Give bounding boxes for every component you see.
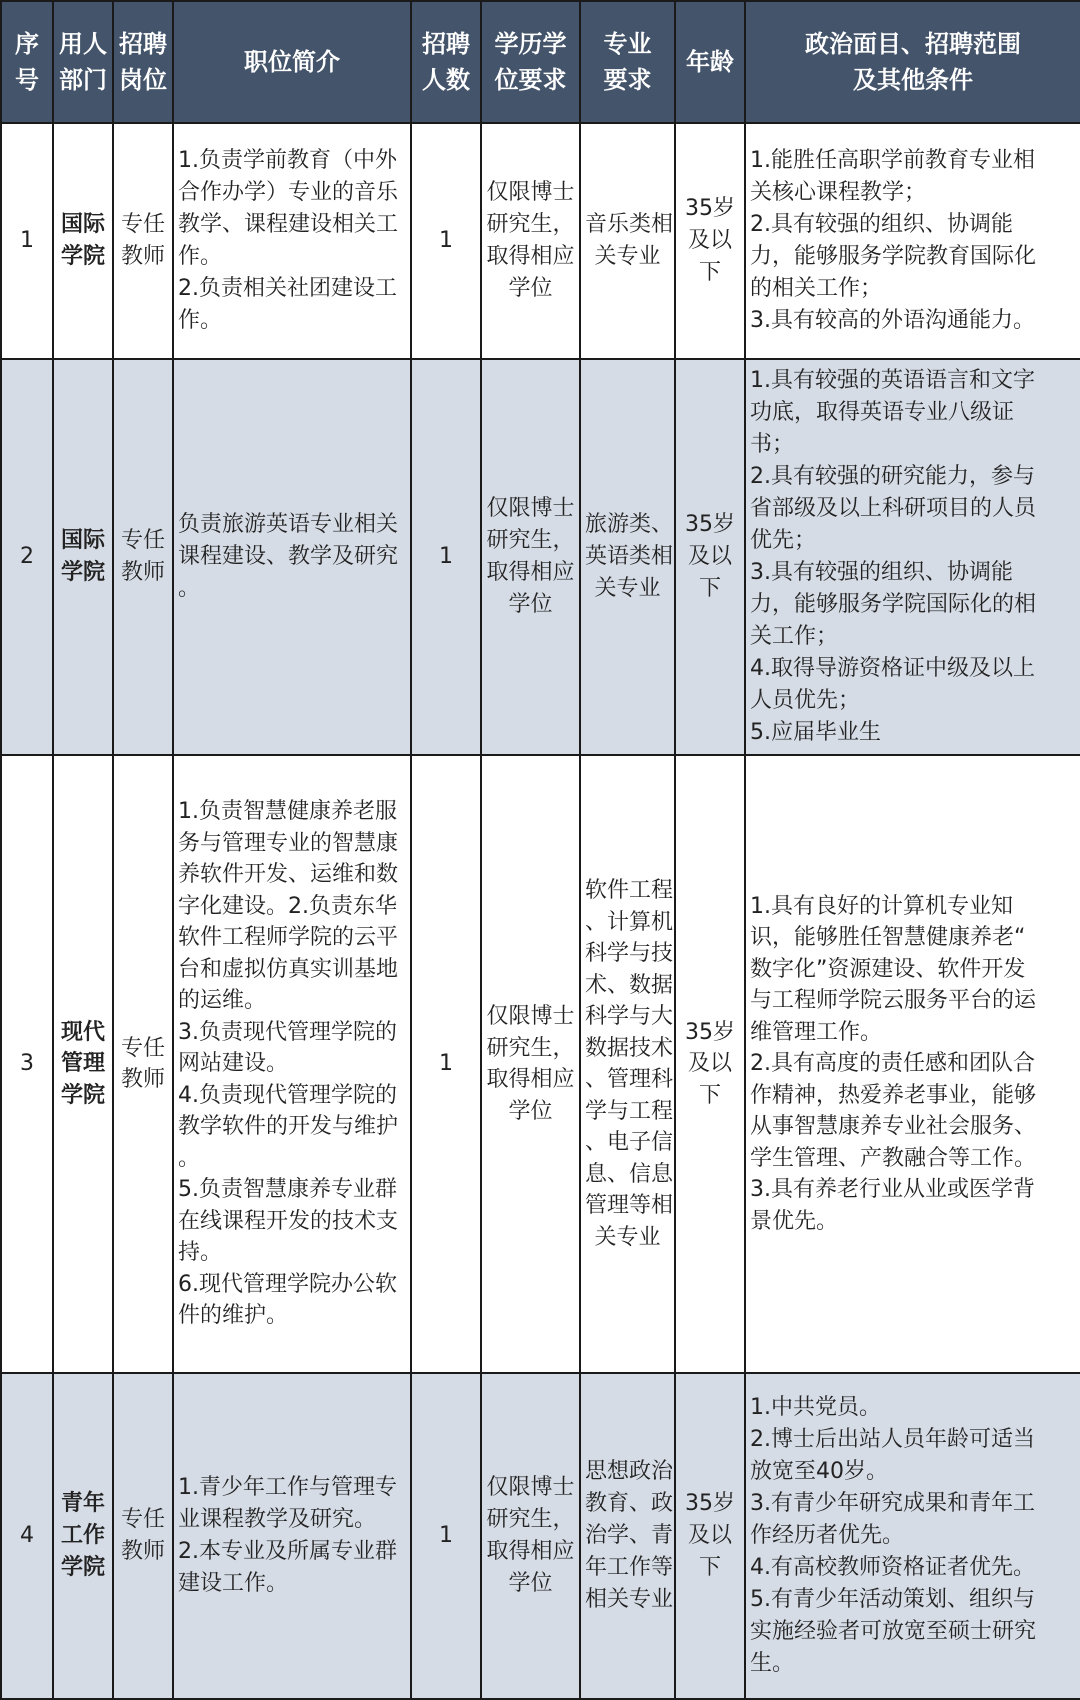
cell-line: 教学软件的开发与维护 [178, 1114, 399, 1140]
cell-line: 旅游类、 [585, 512, 674, 537]
cell-line: 科学与技 [585, 941, 674, 966]
cell-line: 网站建设。 [178, 1051, 289, 1077]
cell-line: 研究生， [486, 1507, 575, 1532]
cell-edu [481, 123, 580, 359]
cell-line: 专业 [603, 30, 652, 58]
cell-line: 力，能够服务学院国际化的相 [750, 592, 1037, 617]
cell-line: 术、数据 [585, 972, 674, 998]
cell-line: 下 [698, 1555, 721, 1580]
cell-line: 学院 [60, 1555, 105, 1580]
cell-line: 管理等相 [585, 1193, 674, 1218]
table-row [1, 123, 1080, 359]
cell-line: 教学、课程建设相关工 [178, 212, 399, 237]
cell-line: 建设工作。 [178, 1571, 289, 1596]
cell-count [411, 755, 481, 1373]
cell-line: 取得相应 [486, 1067, 575, 1092]
cell-line: 教师 [120, 1067, 165, 1092]
cell-line: 的相关工作； [750, 276, 883, 301]
cell-count [411, 1373, 481, 1699]
cell-line: 研究生， [486, 1035, 575, 1061]
cell-line: 关专业 [594, 1224, 661, 1250]
cell-intro [173, 755, 411, 1373]
cell-line: 3.具有较高的外语沟通能力。 [750, 308, 1035, 333]
cell-line: 2 [20, 544, 34, 569]
cell-dept [53, 123, 113, 359]
cell-line: 青年 [60, 1491, 105, 1516]
header-age [675, 1, 745, 123]
table-row [1, 755, 1080, 1373]
cell-line: 取得相应 [486, 1539, 575, 1564]
cell-line: 3.负责现代管理学院的 [178, 1019, 397, 1045]
cell-line: 3.具有较强的组织、协调能 [750, 560, 1013, 585]
cell-line: 国际 [60, 212, 105, 237]
cell-post [113, 359, 173, 755]
cell-line: 取得相应 [486, 244, 575, 269]
cell-line: 6.现代管理学院办公软 [178, 1271, 397, 1297]
cell-age [675, 1373, 745, 1699]
cell-line: 教育、政 [585, 1491, 674, 1516]
cell-line: 学位 [508, 1098, 553, 1124]
cell-line: 的运维。 [178, 988, 267, 1014]
cell-line: 下 [698, 1082, 721, 1108]
cell-no [1, 1373, 53, 1699]
cell-line: 政治面目、招聘范围 [805, 30, 1021, 58]
cell-line: 年工作等 [585, 1555, 674, 1580]
cell-line: 息、信息 [585, 1161, 674, 1187]
cell-line: 国际 [60, 528, 105, 553]
cell-count [411, 359, 481, 755]
cell-line: 35岁 [685, 1019, 735, 1045]
cell-line: 35岁 [685, 512, 735, 537]
cell-intro [173, 1373, 411, 1699]
header-other [745, 1, 1080, 123]
cell-line: 3.具有养老行业从业或医学背 [750, 1177, 1035, 1203]
cell-line: 负责旅游英语专业相关 [178, 512, 399, 537]
cell-line: 省部级及以上科研项目的人员 [750, 496, 1037, 521]
cell-line: 35岁 [685, 196, 735, 221]
cell-line: 养软件开发、运维和数 [178, 862, 399, 888]
cell-line: 关专业 [594, 576, 661, 601]
cell-line: 1.青少年工作与管理专 [178, 1475, 397, 1500]
cell-line: 作经历者优先。 [750, 1523, 905, 1548]
cell-line: 1 [439, 228, 453, 253]
cell-intro [173, 123, 411, 359]
cell-line: 专任 [120, 212, 165, 237]
cell-no [1, 359, 53, 755]
cell-line: 仅限博士 [486, 496, 575, 521]
cell-line: 、电子信 [585, 1130, 674, 1155]
cell-line: 1.负责智慧健康养老服 [178, 799, 397, 825]
cell-line: 2.具有较强的组织、协调能 [750, 212, 1013, 237]
cell-other [745, 755, 1080, 1373]
cell-line: 学位 [508, 276, 553, 301]
cell-line: 招聘 [119, 30, 167, 58]
cell-major [580, 123, 675, 359]
cell-line: 1 [439, 1051, 453, 1077]
cell-line: 年龄 [686, 48, 734, 76]
cell-line: 维管理工作。 [750, 1019, 883, 1045]
table-row [1, 359, 1080, 755]
cell-line: 、管理科 [585, 1067, 674, 1092]
cell-line: 工作 [60, 1523, 105, 1548]
cell-line: 思想政治 [585, 1459, 674, 1484]
cell-line: 及以 [687, 1523, 732, 1548]
cell-line: 教师 [120, 1539, 165, 1564]
cell-line: 招聘 [422, 30, 470, 58]
cell-line: 课程建设、教学及研究 [178, 544, 399, 569]
cell-line: 音乐类相 [585, 212, 674, 237]
cell-line: 2.本专业及所属专业群 [178, 1539, 397, 1564]
cell-line: 5.有青少年活动策划、组织与 [750, 1587, 1035, 1612]
cell-line: 专任 [120, 1035, 165, 1061]
cell-line: 教师 [120, 560, 165, 585]
cell-line: 作。 [178, 308, 223, 333]
cell-post [113, 755, 173, 1373]
cell-line: 下 [698, 576, 721, 601]
cell-line: 数字化”资源建设、软件开发 [750, 956, 1026, 982]
cell-line: 岗位 [119, 66, 167, 94]
cell-major [580, 359, 675, 755]
cell-line: 1.具有良好的计算机专业知 [750, 893, 1013, 919]
cell-line: 1.负责学前教育（中外 [178, 148, 397, 173]
header-row [1, 1, 1080, 123]
cell-age [675, 755, 745, 1373]
cell-line: 4.取得导游资格证中级及以上 [750, 656, 1035, 681]
cell-post [113, 123, 173, 359]
cell-line: 研究生， [486, 212, 575, 237]
header-major [580, 1, 675, 123]
cell-line: 部门 [59, 66, 107, 94]
cell-line: 要求 [603, 66, 652, 94]
cell-line: 学院 [60, 560, 105, 585]
cell-line: 学院 [60, 244, 105, 269]
cell-line: 优先； [750, 528, 817, 553]
header-count [411, 1, 481, 123]
cell-line: 实施经验者可放宽至硕士研究 [750, 1619, 1037, 1644]
cell-post [113, 1373, 173, 1699]
cell-line: 1 [20, 228, 34, 253]
header-dept [53, 1, 113, 123]
cell-line: 学生管理、产教融合等工作。 [750, 1145, 1037, 1171]
cell-line: 关核心课程教学； [750, 180, 927, 205]
cell-dept [53, 1373, 113, 1699]
cell-dept [53, 755, 113, 1373]
cell-line: 专任 [120, 1507, 165, 1532]
cell-no [1, 755, 53, 1373]
cell-line: 。 [178, 1145, 201, 1171]
cell-line: 学院 [60, 1082, 105, 1108]
cell-line: 相关专业 [585, 1587, 674, 1612]
cell-line: 4 [20, 1523, 34, 1548]
header-intro [173, 1, 411, 123]
cell-line: 1.具有较强的英语语言和文字 [750, 368, 1035, 393]
cell-line: 取得相应 [486, 560, 575, 585]
cell-line: 合作办学）专业的音乐 [178, 180, 399, 205]
cell-line: 作精神，热爱养老事业，能够 [750, 1082, 1037, 1108]
cell-line: 2.负责相关社团建设工 [178, 276, 397, 301]
cell-dept [53, 359, 113, 755]
cell-line: 1.中共党员。 [750, 1395, 881, 1420]
cell-line: 及其他条件 [853, 66, 973, 94]
cell-line: 书； [750, 432, 795, 457]
cell-line: 持。 [178, 1240, 223, 1266]
cell-line: 在线课程开发的技术支 [178, 1208, 399, 1234]
cell-line: 科学与大 [585, 1004, 674, 1029]
cell-major [580, 1373, 675, 1699]
cell-line: 4.有高校教师资格证者优先。 [750, 1555, 1035, 1580]
cell-edu [481, 1373, 580, 1699]
cell-line: 数据技术 [585, 1035, 674, 1061]
cell-line: 1.能胜任高职学前教育专业相 [750, 148, 1035, 173]
cell-line: 、计算机 [585, 909, 674, 935]
cell-line: 用人 [59, 30, 107, 58]
cell-line: 管理 [60, 1051, 105, 1077]
cell-line: 软件工程 [585, 878, 674, 903]
cell-line: 软件工程师学院的云平 [178, 925, 399, 951]
cell-line: 仅限博士 [486, 1004, 575, 1029]
cell-line: 件的维护。 [178, 1303, 289, 1329]
cell-line: 从事智慧康养专业社会服务、 [750, 1114, 1037, 1140]
header-edu [481, 1, 580, 123]
cell-line: 作。 [178, 244, 223, 269]
cell-intro [173, 359, 411, 755]
cell-line: 台和虚拟仿真实训基地 [178, 956, 399, 982]
cell-major [580, 755, 675, 1373]
cell-line: 号 [15, 66, 39, 94]
cell-line: 务与管理专业的智慧康 [178, 830, 399, 856]
cell-line: 4.负责现代管理学院的 [178, 1082, 397, 1108]
header-post [113, 1, 173, 123]
cell-line: 35岁 [685, 1491, 735, 1516]
cell-line: 仅限博士 [486, 180, 575, 205]
cell-line: 学与工程 [585, 1098, 674, 1124]
cell-edu [481, 359, 580, 755]
cell-line: 5.负责智慧康养专业群 [178, 1177, 397, 1203]
cell-line: 关专业 [594, 244, 661, 269]
cell-line: 专任 [120, 528, 165, 553]
cell-line: 治学、青 [585, 1523, 674, 1548]
cell-line: 学位 [508, 1571, 553, 1596]
cell-line: 教师 [120, 244, 165, 269]
table-row [1, 1373, 1080, 1699]
cell-line: 序 [15, 30, 39, 58]
cell-line: 及以 [687, 1051, 732, 1077]
cell-age [675, 359, 745, 755]
cell-line: 放宽至40岁。 [750, 1459, 888, 1484]
cell-other [745, 123, 1080, 359]
cell-line: 现代 [60, 1019, 105, 1045]
cell-other [745, 1373, 1080, 1699]
cell-line: 5.应届毕业生 [750, 720, 881, 745]
cell-line: 1 [439, 1523, 453, 1548]
cell-line: 下 [698, 260, 721, 285]
cell-line: 学位 [508, 592, 553, 617]
cell-line: 关工作； [750, 624, 839, 649]
cell-line: 业课程教学及研究。 [178, 1507, 377, 1532]
cell-line: 3 [20, 1051, 34, 1077]
cell-other [745, 359, 1080, 755]
cell-line: 识，能够胜任智慧健康养老“ [750, 925, 1026, 951]
cell-line: 景优先。 [750, 1208, 839, 1234]
cell-line: 职位简介 [244, 48, 340, 76]
cell-line: 与工程师学院云服务平台的运 [750, 988, 1037, 1014]
cell-no [1, 123, 53, 359]
cell-line: 字化建设。2.负责东华 [178, 893, 397, 919]
cell-line: 研究生， [486, 528, 575, 553]
cell-line: 及以 [687, 544, 732, 569]
cell-line: 2.具有较强的研究能力，参与 [750, 464, 1035, 489]
cell-count [411, 123, 481, 359]
cell-age [675, 123, 745, 359]
cell-line: 力，能够服务学院教育国际化 [750, 244, 1037, 269]
cell-line: 学历学 [494, 30, 567, 58]
cell-line: 功底，取得英语专业八级证 [750, 400, 1015, 425]
cell-line: 2.具有高度的责任感和团队合 [750, 1051, 1035, 1077]
cell-line: 。 [178, 576, 201, 601]
cell-line: 英语类相 [585, 544, 674, 569]
cell-line: 2.博士后出站人员年龄可适当 [750, 1427, 1035, 1452]
cell-line: 人员优先； [750, 688, 861, 713]
cell-line: 1 [439, 544, 453, 569]
header-no [1, 1, 53, 123]
cell-line: 仅限博士 [486, 1475, 575, 1500]
cell-edu [481, 755, 580, 1373]
cell-line: 及以 [687, 228, 732, 253]
cell-line: 人数 [422, 66, 470, 94]
cell-line: 3.有青少年研究成果和青年工 [750, 1491, 1035, 1516]
cell-line: 位要求 [494, 66, 567, 94]
cell-line: 生。 [750, 1651, 795, 1676]
